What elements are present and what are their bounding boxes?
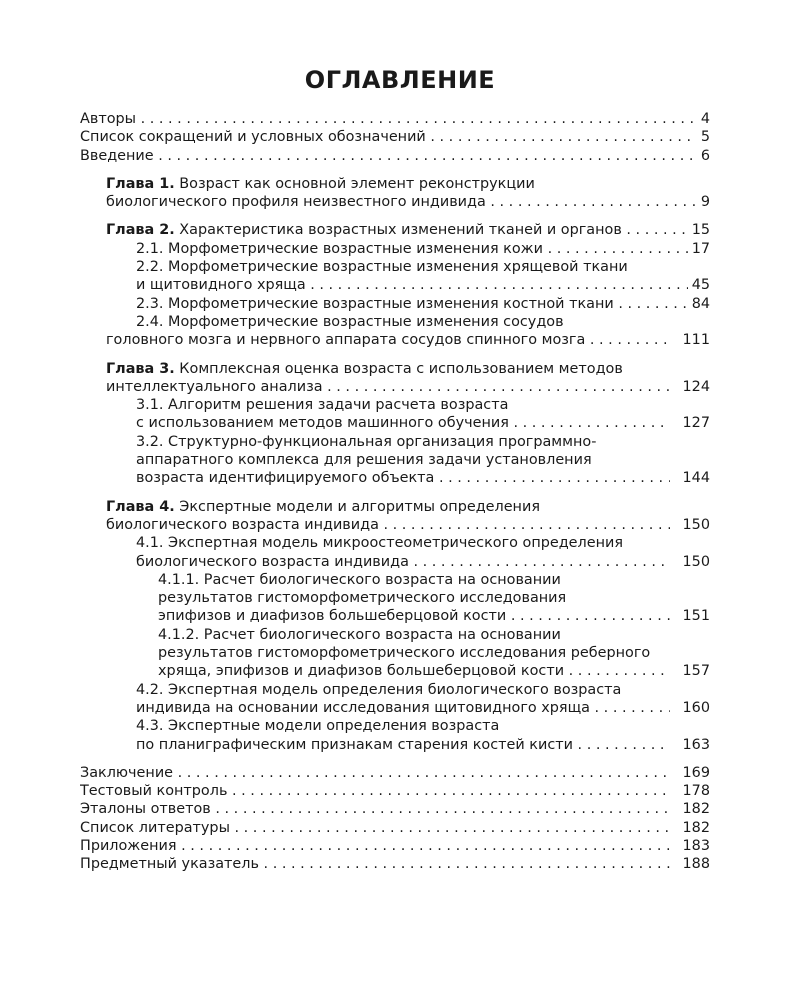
toc-entry-text: по планиграфическим признакам старения костей кисти . . . <box>136 736 670 754</box>
toc-entry-text: Авторы . . . <box>80 110 697 128</box>
table-of-contents <box>80 110 710 874</box>
toc-page-number: 150 <box>682 516 710 533</box>
toc-page-number: 111 <box>682 332 710 349</box>
toc-entry-text: возраста идентифицируемого объекта . . . <box>136 469 670 487</box>
toc-section-4-1-1-line-2[interactable]: результатов гистоморфометрического исследования <box>158 590 567 607</box>
toc-entry-text: 2.3. Морфометрические возрастные изменения костной ткани . . . <box>136 295 688 313</box>
toc-chapter-3-heading[interactable] <box>80 360 710 378</box>
chapter-title: Возраст как основной элемент реконструкции <box>174 175 535 192</box>
toc-entry-text: головного мозга и нервного аппарата сосудов спинного мозга . . . <box>106 331 670 349</box>
toc-page-number: 84 <box>691 295 710 312</box>
toc-chapter-3-last-line[interactable] <box>80 378 710 396</box>
toc-section-2-4[interactable] <box>80 331 710 349</box>
toc-chapter-2[interactable] <box>80 221 710 239</box>
toc-entry-text: Тестовый контроль . . . <box>80 782 670 800</box>
toc-section-4-1-2-line-1[interactable]: 4.1.2. Расчет биологического возраста на основании <box>158 626 561 643</box>
toc-section-2-4-line-1[interactable]: 2.4. Морфометрические возрастные изменения сосудов <box>136 313 564 330</box>
toc-page-number: 127 <box>682 415 710 432</box>
toc-entry-abbreviations[interactable] <box>80 128 710 146</box>
toc-section-3-2-line-1[interactable]: 3.2. Структурно-функциональная организация программно- <box>136 433 597 450</box>
toc-chapter-1-last-line[interactable] <box>80 193 710 211</box>
spacer <box>80 754 710 764</box>
toc-entry-text: Введение . . . <box>80 147 697 165</box>
chapter-title: Комплексная оценка возраста с использованием методов <box>174 360 623 377</box>
toc-entry-text: 2.1. Морфометрические возрастные изменения кожи . . . <box>136 240 688 258</box>
toc-section-4-1-line-1[interactable]: 4.1. Экспертная модель микроостеометрического определения <box>136 535 623 552</box>
toc-entry-text: индивида на основании исследования щитовидного хряща . . . <box>136 699 670 717</box>
toc-section-2-2[interactable] <box>80 276 710 294</box>
toc-entry-text: Заключение . . . <box>80 764 670 782</box>
toc-entry-test-control[interactable] <box>80 782 710 800</box>
toc-section-4-1-2-line-2[interactable]: результатов гистоморфометрического исследования реберного <box>158 645 651 662</box>
toc-section-4-3[interactable] <box>80 736 710 754</box>
toc-entry-references[interactable] <box>80 819 710 837</box>
toc-entry-conclusion[interactable] <box>80 764 710 782</box>
toc-page-number: 157 <box>682 663 710 680</box>
spacer <box>80 211 710 221</box>
toc-entry-subject-index[interactable] <box>80 855 710 873</box>
toc-page-number: 182 <box>682 819 710 836</box>
toc-page-number: 178 <box>682 783 710 800</box>
toc-section-4-1[interactable] <box>80 553 710 571</box>
toc-page-number: 188 <box>682 856 710 873</box>
toc-entry-text: биологического возраста индивида . . . <box>136 553 670 571</box>
toc-page-number: 124 <box>682 378 710 395</box>
toc-entry-text: хряща, эпифизов и диафизов большеберцовой кости . . . <box>158 662 670 680</box>
toc-section-3-1-line-1[interactable]: 3.1. Алгоритм решения задачи расчета возраста <box>136 397 509 414</box>
toc-page-number: 151 <box>682 608 710 625</box>
spacer <box>80 350 710 360</box>
toc-chapter-4-last-line[interactable] <box>80 516 710 534</box>
toc-section-4-1-1-line-1[interactable]: 4.1.1. Расчет биологического возраста на основании <box>158 571 561 588</box>
toc-section-4-2-line-1[interactable]: 4.2. Экспертная модель определения биологического возраста <box>136 681 622 698</box>
toc-entry-text: Предметный указатель . . . <box>80 855 670 873</box>
toc-entry-text: интеллектуального анализа . . . <box>106 378 670 396</box>
toc-page-number: 5 <box>700 129 710 146</box>
toc-entry-text: биологического профиля неизвестного индивида . . . <box>106 193 697 211</box>
toc-page-number: 45 <box>691 277 710 294</box>
chapter-title: Экспертные модели и алгоритмы определения <box>174 498 540 515</box>
toc-entry-text: Приложения . . . <box>80 837 670 855</box>
toc-section-2-2-line-1[interactable]: 2.2. Морфометрические возрастные изменения хрящевой ткани <box>136 259 628 276</box>
toc-page-number: 183 <box>682 837 710 854</box>
toc-page-number: 160 <box>682 699 710 716</box>
toc-page-number: 150 <box>682 553 710 570</box>
toc-entry-introduction[interactable] <box>80 147 710 165</box>
toc-section-4-3-line-1[interactable]: 4.3. Экспертные модели определения возраста <box>136 718 500 735</box>
spacer <box>80 165 710 175</box>
toc-page-number: 4 <box>700 111 710 127</box>
toc-section-4-2[interactable] <box>80 699 710 717</box>
chapter-label: Глава 1. <box>106 175 175 192</box>
chapter-label: Глава 3. <box>106 360 175 377</box>
toc-entry-answer-key[interactable] <box>80 800 710 818</box>
toc-entry-text: эпифизов и диафизов большеберцовой кости . . . <box>158 607 670 625</box>
chapter-label: Глава 4. <box>106 498 175 515</box>
toc-page-number: 163 <box>682 736 710 753</box>
toc-entry-authors[interactable] <box>80 110 710 128</box>
toc-section-3-2-line-2[interactable]: аппаратного комплекса для решения задачи установления <box>136 452 592 469</box>
toc-section-2-3[interactable] <box>80 295 710 313</box>
toc-chapter-1-heading[interactable] <box>80 175 710 193</box>
chapter-label: Глава 2. <box>106 222 175 239</box>
toc-section-4-1-2[interactable] <box>80 662 710 680</box>
toc-page-number: 15 <box>691 222 710 239</box>
toc-section-4-1-1[interactable] <box>80 607 710 625</box>
toc-entry-text: Список сокращений и условных обозначений . . . <box>80 128 697 146</box>
toc-entry-text: Эталоны ответов . . . <box>80 800 670 818</box>
toc-entry-text: с использованием методов машинного обучения . . . <box>136 414 670 432</box>
toc-section-3-1[interactable] <box>80 414 710 432</box>
toc-entry-appendices[interactable] <box>80 837 710 855</box>
toc-section-3-2[interactable] <box>80 469 710 487</box>
toc-page-number: 169 <box>682 764 710 781</box>
spacer <box>80 488 710 498</box>
toc-page-number: 9 <box>700 194 710 211</box>
toc-entry-text: Список литературы . . . <box>80 819 670 837</box>
toc-section-2-1[interactable] <box>80 240 710 258</box>
toc-page-number: 17 <box>691 240 710 257</box>
toc-entry-text: и щитовидного хряща . . . <box>136 276 688 294</box>
toc-page-number: 182 <box>682 801 710 818</box>
toc-entry-text: биологического возраста индивида . . . <box>106 516 670 534</box>
toc-page-number: 6 <box>700 147 710 164</box>
toc-chapter-4-heading[interactable] <box>80 498 710 516</box>
page-title: ОГЛАВЛЕНИЕ <box>304 66 496 94</box>
toc-page-number: 144 <box>682 470 710 487</box>
chapter-title: Характеристика возрастных изменений тканей и органов <box>174 222 622 239</box>
